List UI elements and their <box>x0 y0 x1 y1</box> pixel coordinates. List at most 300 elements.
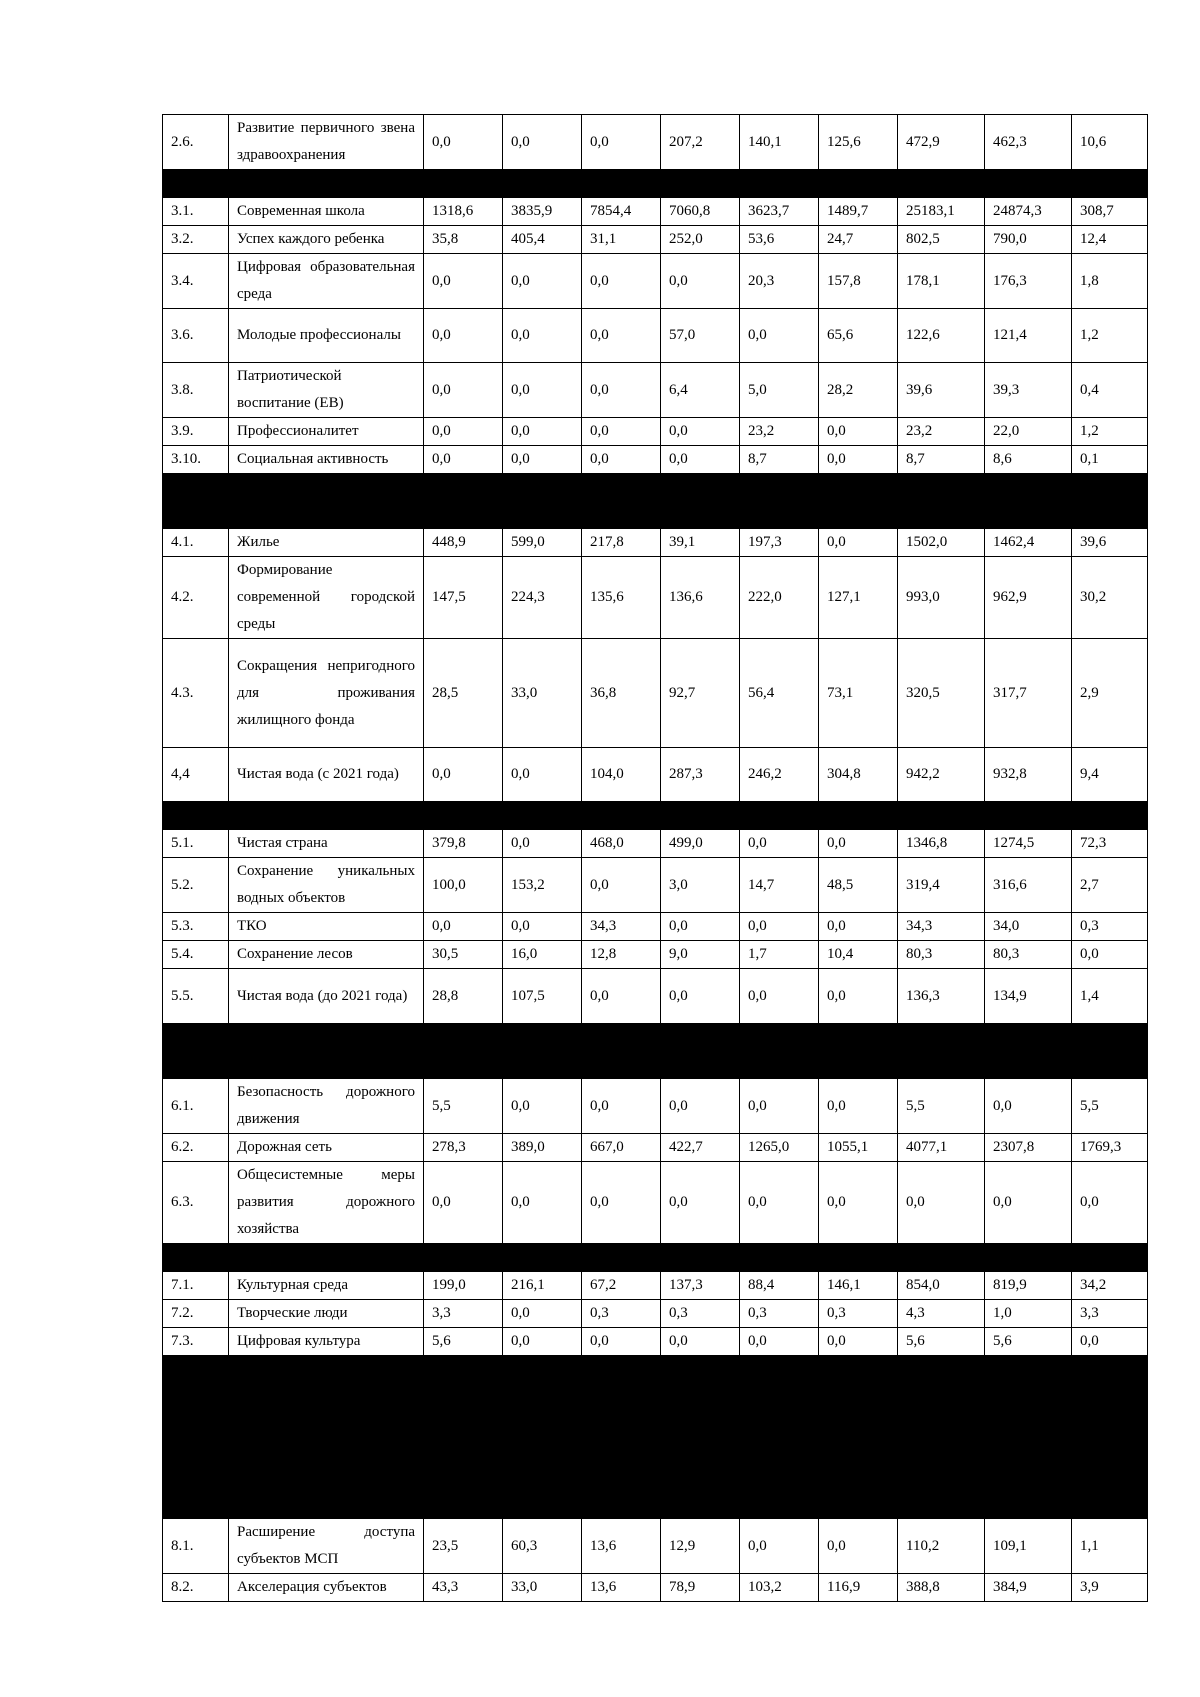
value-cell: 388,8 <box>898 1574 985 1602</box>
value-cell: 0,0 <box>503 309 582 363</box>
value-cell: 0,0 <box>898 1162 985 1244</box>
value-cell: 109,1 <box>985 1519 1072 1574</box>
row-name: Чистая вода (до 2021 года) <box>229 969 424 1024</box>
value-cell: 278,3 <box>424 1134 503 1162</box>
table-row <box>163 557 1148 639</box>
value-cell: 33,0 <box>503 1574 582 1602</box>
value-cell: 30,5 <box>424 941 503 969</box>
value-cell: 317,7 <box>985 639 1072 748</box>
row-name: Творческие люди <box>229 1300 424 1328</box>
row-code: 4.3. <box>163 639 229 748</box>
row-name: Жилье <box>229 529 424 557</box>
value-cell: 379,8 <box>424 830 503 858</box>
value-cell: 217,8 <box>582 529 661 557</box>
section-divider <box>163 802 1148 830</box>
value-cell: 5,5 <box>424 1079 503 1134</box>
value-cell: 462,3 <box>985 115 1072 170</box>
row-code: 3.4. <box>163 254 229 309</box>
value-cell: 962,9 <box>985 557 1072 639</box>
value-cell: 78,9 <box>661 1574 740 1602</box>
value-cell: 422,7 <box>661 1134 740 1162</box>
value-cell: 0,0 <box>819 913 898 941</box>
value-cell: 39,1 <box>661 529 740 557</box>
value-cell: 667,0 <box>582 1134 661 1162</box>
value-cell: 5,5 <box>1072 1079 1148 1134</box>
value-cell: 0,0 <box>582 115 661 170</box>
table-row <box>163 1519 1148 1574</box>
value-cell: 22,0 <box>985 418 1072 446</box>
value-cell: 23,2 <box>740 418 819 446</box>
value-cell: 28,2 <box>819 363 898 418</box>
value-cell: 216,1 <box>503 1272 582 1300</box>
value-cell: 80,3 <box>898 941 985 969</box>
value-cell: 0,0 <box>819 529 898 557</box>
value-cell: 1265,0 <box>740 1134 819 1162</box>
value-cell: 0,0 <box>424 446 503 474</box>
value-cell: 0,3 <box>740 1300 819 1328</box>
row-code: 8.1. <box>163 1519 229 1574</box>
row-code: 5.1. <box>163 830 229 858</box>
value-cell: 0,0 <box>582 1079 661 1134</box>
value-cell: 316,6 <box>985 858 1072 913</box>
value-cell: 1,1 <box>1072 1519 1148 1574</box>
row-name: Безопасность дорожного движения <box>229 1079 424 1134</box>
row-name: Профессионалитет <box>229 418 424 446</box>
value-cell: 10,6 <box>1072 115 1148 170</box>
value-cell: 3835,9 <box>503 198 582 226</box>
table-row <box>163 858 1148 913</box>
value-cell: 53,6 <box>740 226 819 254</box>
row-code: 4.1. <box>163 529 229 557</box>
value-cell: 197,3 <box>740 529 819 557</box>
value-cell: 0,0 <box>503 363 582 418</box>
value-cell: 136,3 <box>898 969 985 1024</box>
row-name: Расширение доступа субъектов МСП <box>229 1519 424 1574</box>
row-code: 4.2. <box>163 557 229 639</box>
value-cell: 0,0 <box>503 913 582 941</box>
value-cell: 0,0 <box>424 115 503 170</box>
value-cell: 0,0 <box>740 1328 819 1356</box>
row-name: Чистая вода (с 2021 года) <box>229 748 424 802</box>
value-cell: 9,4 <box>1072 748 1148 802</box>
redacted-section-header <box>163 474 1148 529</box>
value-cell: 0,0 <box>740 309 819 363</box>
value-cell: 56,4 <box>740 639 819 748</box>
value-cell: 308,7 <box>1072 198 1148 226</box>
value-cell: 3,9 <box>1072 1574 1148 1602</box>
value-cell: 389,0 <box>503 1134 582 1162</box>
value-cell: 287,3 <box>661 748 740 802</box>
value-cell: 103,2 <box>740 1574 819 1602</box>
table-row <box>163 969 1148 1024</box>
row-name: Акселерация субъектов <box>229 1574 424 1602</box>
value-cell: 0,1 <box>1072 446 1148 474</box>
row-code: 3.9. <box>163 418 229 446</box>
value-cell: 33,0 <box>503 639 582 748</box>
row-name: Современная школа <box>229 198 424 226</box>
section-divider <box>163 474 1148 529</box>
value-cell: 0,0 <box>661 1328 740 1356</box>
table-row <box>163 1328 1148 1356</box>
value-cell: 1502,0 <box>898 529 985 557</box>
value-cell: 0,0 <box>503 254 582 309</box>
value-cell: 60,3 <box>503 1519 582 1574</box>
value-cell: 405,4 <box>503 226 582 254</box>
value-cell: 80,3 <box>985 941 1072 969</box>
value-cell: 43,3 <box>424 1574 503 1602</box>
row-code: 5.3. <box>163 913 229 941</box>
value-cell: 320,5 <box>898 639 985 748</box>
value-cell: 319,4 <box>898 858 985 913</box>
value-cell: 16,0 <box>503 941 582 969</box>
value-cell: 802,5 <box>898 226 985 254</box>
value-cell: 0,0 <box>1072 941 1148 969</box>
redacted-section-header <box>163 1356 1148 1519</box>
row-code: 6.2. <box>163 1134 229 1162</box>
value-cell: 39,6 <box>1072 529 1148 557</box>
row-name: Сохранение лесов <box>229 941 424 969</box>
value-cell: 122,6 <box>898 309 985 363</box>
value-cell: 121,4 <box>985 309 1072 363</box>
value-cell: 0,0 <box>661 1079 740 1134</box>
value-cell: 13,6 <box>582 1519 661 1574</box>
value-cell: 92,7 <box>661 639 740 748</box>
value-cell: 0,0 <box>424 254 503 309</box>
value-cell: 153,2 <box>503 858 582 913</box>
value-cell: 0,0 <box>740 830 819 858</box>
table-row <box>163 941 1148 969</box>
table-row <box>163 363 1148 418</box>
value-cell: 448,9 <box>424 529 503 557</box>
value-cell: 7060,8 <box>661 198 740 226</box>
value-cell: 0,0 <box>740 969 819 1024</box>
value-cell: 31,1 <box>582 226 661 254</box>
value-cell: 1,4 <box>1072 969 1148 1024</box>
value-cell: 304,8 <box>819 748 898 802</box>
value-cell: 468,0 <box>582 830 661 858</box>
value-cell: 8,6 <box>985 446 1072 474</box>
table-row <box>163 639 1148 748</box>
value-cell: 499,0 <box>661 830 740 858</box>
redacted-section-header <box>163 1024 1148 1079</box>
value-cell: 36,8 <box>582 639 661 748</box>
value-cell: 12,9 <box>661 1519 740 1574</box>
value-cell: 88,4 <box>740 1272 819 1300</box>
value-cell: 100,0 <box>424 858 503 913</box>
row-code: 5.2. <box>163 858 229 913</box>
value-cell: 3,3 <box>424 1300 503 1328</box>
value-cell: 5,0 <box>740 363 819 418</box>
value-cell: 0,0 <box>503 1300 582 1328</box>
redacted-section-header <box>163 1244 1148 1272</box>
value-cell: 116,9 <box>819 1574 898 1602</box>
value-cell: 34,3 <box>898 913 985 941</box>
value-cell: 34,2 <box>1072 1272 1148 1300</box>
value-cell: 0,0 <box>740 1162 819 1244</box>
value-cell: 0,3 <box>819 1300 898 1328</box>
value-cell: 0,0 <box>503 1079 582 1134</box>
value-cell: 0,0 <box>1072 1328 1148 1356</box>
value-cell: 1055,1 <box>819 1134 898 1162</box>
value-cell: 0,0 <box>740 1079 819 1134</box>
value-cell: 819,9 <box>985 1272 1072 1300</box>
redacted-section-header <box>163 802 1148 830</box>
value-cell: 10,4 <box>819 941 898 969</box>
value-cell: 0,0 <box>740 913 819 941</box>
value-cell: 73,1 <box>819 639 898 748</box>
row-code: 6.1. <box>163 1079 229 1134</box>
table-row <box>163 418 1148 446</box>
value-cell: 0,0 <box>985 1162 1072 1244</box>
value-cell: 6,4 <box>661 363 740 418</box>
budget-table-container <box>162 114 1148 1602</box>
redacted-section-header <box>163 170 1148 198</box>
table-row <box>163 1272 1148 1300</box>
value-cell: 0,0 <box>819 1079 898 1134</box>
row-name: ТКО <box>229 913 424 941</box>
row-code: 4,4 <box>163 748 229 802</box>
value-cell: 0,0 <box>1072 1162 1148 1244</box>
value-cell: 0,0 <box>503 418 582 446</box>
value-cell: 8,7 <box>898 446 985 474</box>
row-name: Формирование современной городской среды <box>229 557 424 639</box>
value-cell: 5,6 <box>898 1328 985 1356</box>
value-cell: 140,1 <box>740 115 819 170</box>
row-name: Дорожная сеть <box>229 1134 424 1162</box>
value-cell: 39,6 <box>898 363 985 418</box>
value-cell: 384,9 <box>985 1574 1072 1602</box>
value-cell: 24874,3 <box>985 198 1072 226</box>
row-name: Молодые профессионалы <box>229 309 424 363</box>
value-cell: 1,2 <box>1072 309 1148 363</box>
value-cell: 0,0 <box>582 418 661 446</box>
value-cell: 30,2 <box>1072 557 1148 639</box>
value-cell: 0,0 <box>661 446 740 474</box>
value-cell: 23,5 <box>424 1519 503 1574</box>
value-cell: 0,0 <box>503 748 582 802</box>
value-cell: 28,8 <box>424 969 503 1024</box>
value-cell: 0,3 <box>1072 913 1148 941</box>
value-cell: 472,9 <box>898 115 985 170</box>
row-code: 8.2. <box>163 1574 229 1602</box>
value-cell: 1,8 <box>1072 254 1148 309</box>
row-code: 3.1. <box>163 198 229 226</box>
value-cell: 176,3 <box>985 254 1072 309</box>
row-name: Сохранение уникальных водных объектов <box>229 858 424 913</box>
value-cell: 23,2 <box>898 418 985 446</box>
row-name: Цифровая культура <box>229 1328 424 1356</box>
value-cell: 0,0 <box>424 913 503 941</box>
value-cell: 0,0 <box>503 1328 582 1356</box>
value-cell: 5,6 <box>985 1328 1072 1356</box>
table-row <box>163 1300 1148 1328</box>
value-cell: 932,8 <box>985 748 1072 802</box>
value-cell: 0,0 <box>582 969 661 1024</box>
value-cell: 0,0 <box>582 363 661 418</box>
value-cell: 1462,4 <box>985 529 1072 557</box>
value-cell: 1318,6 <box>424 198 503 226</box>
value-cell: 14,7 <box>740 858 819 913</box>
value-cell: 993,0 <box>898 557 985 639</box>
section-divider <box>163 1244 1148 1272</box>
value-cell: 0,0 <box>819 1328 898 1356</box>
section-divider <box>163 1024 1148 1079</box>
value-cell: 0,0 <box>424 748 503 802</box>
row-code: 7.2. <box>163 1300 229 1328</box>
value-cell: 4077,1 <box>898 1134 985 1162</box>
value-cell: 0,0 <box>503 1162 582 1244</box>
value-cell: 790,0 <box>985 226 1072 254</box>
value-cell: 13,6 <box>582 1574 661 1602</box>
value-cell: 1346,8 <box>898 830 985 858</box>
row-code: 7.3. <box>163 1328 229 1356</box>
value-cell: 942,2 <box>898 748 985 802</box>
value-cell: 39,3 <box>985 363 1072 418</box>
value-cell: 3623,7 <box>740 198 819 226</box>
value-cell: 0,0 <box>819 969 898 1024</box>
table-row <box>163 198 1148 226</box>
value-cell: 178,1 <box>898 254 985 309</box>
value-cell: 0,3 <box>661 1300 740 1328</box>
value-cell: 224,3 <box>503 557 582 639</box>
value-cell: 20,3 <box>740 254 819 309</box>
value-cell: 25183,1 <box>898 198 985 226</box>
row-code: 3.2. <box>163 226 229 254</box>
value-cell: 34,3 <box>582 913 661 941</box>
table-row <box>163 309 1148 363</box>
value-cell: 246,2 <box>740 748 819 802</box>
table-row <box>163 446 1148 474</box>
value-cell: 0,0 <box>661 913 740 941</box>
value-cell: 0,0 <box>503 446 582 474</box>
value-cell: 0,0 <box>661 1162 740 1244</box>
value-cell: 107,5 <box>503 969 582 1024</box>
table-row <box>163 115 1148 170</box>
value-cell: 147,5 <box>424 557 503 639</box>
value-cell: 3,0 <box>661 858 740 913</box>
value-cell: 72,3 <box>1072 830 1148 858</box>
table-row <box>163 529 1148 557</box>
value-cell: 12,4 <box>1072 226 1148 254</box>
value-cell: 35,8 <box>424 226 503 254</box>
value-cell: 0,0 <box>819 1162 898 1244</box>
row-name: Патриотической воспитание (ЕВ) <box>229 363 424 418</box>
value-cell: 1489,7 <box>819 198 898 226</box>
value-cell: 125,6 <box>819 115 898 170</box>
value-cell: 0,0 <box>503 830 582 858</box>
value-cell: 1,0 <box>985 1300 1072 1328</box>
row-name: Чистая страна <box>229 830 424 858</box>
row-name: Сокращения непригодного для проживания жилищного фонда <box>229 639 424 748</box>
value-cell: 34,0 <box>985 913 1072 941</box>
value-cell: 0,0 <box>503 115 582 170</box>
row-code: 5.4. <box>163 941 229 969</box>
value-cell: 0,0 <box>582 309 661 363</box>
value-cell: 222,0 <box>740 557 819 639</box>
value-cell: 0,0 <box>819 446 898 474</box>
value-cell: 252,0 <box>661 226 740 254</box>
table-row <box>163 1079 1148 1134</box>
table-row <box>163 830 1148 858</box>
value-cell: 5,5 <box>898 1079 985 1134</box>
table-row <box>163 254 1148 309</box>
value-cell: 28,5 <box>424 639 503 748</box>
value-cell: 67,2 <box>582 1272 661 1300</box>
value-cell: 207,2 <box>661 115 740 170</box>
table-row <box>163 1134 1148 1162</box>
value-cell: 0,0 <box>424 418 503 446</box>
value-cell: 48,5 <box>819 858 898 913</box>
value-cell: 4,3 <box>898 1300 985 1328</box>
table-body <box>163 115 1148 1602</box>
value-cell: 2,9 <box>1072 639 1148 748</box>
value-cell: 0,0 <box>819 1519 898 1574</box>
value-cell: 1274,5 <box>985 830 1072 858</box>
value-cell: 157,8 <box>819 254 898 309</box>
value-cell: 0,0 <box>424 1162 503 1244</box>
value-cell: 57,0 <box>661 309 740 363</box>
value-cell: 7854,4 <box>582 198 661 226</box>
value-cell: 0,0 <box>582 1328 661 1356</box>
budget-table <box>162 114 1148 1602</box>
value-cell: 12,8 <box>582 941 661 969</box>
value-cell: 24,7 <box>819 226 898 254</box>
row-name: Общесистемные меры развития дорожного хозяйства <box>229 1162 424 1244</box>
value-cell: 1769,3 <box>1072 1134 1148 1162</box>
value-cell: 5,6 <box>424 1328 503 1356</box>
row-code: 3.6. <box>163 309 229 363</box>
value-cell: 1,2 <box>1072 418 1148 446</box>
value-cell: 0,0 <box>740 1519 819 1574</box>
value-cell: 0,0 <box>582 446 661 474</box>
value-cell: 0,0 <box>424 309 503 363</box>
value-cell: 0,3 <box>582 1300 661 1328</box>
row-code: 6.3. <box>163 1162 229 1244</box>
value-cell: 134,9 <box>985 969 1072 1024</box>
table-row <box>163 1162 1148 1244</box>
value-cell: 136,6 <box>661 557 740 639</box>
value-cell: 8,7 <box>740 446 819 474</box>
row-code: 5.5. <box>163 969 229 1024</box>
row-code: 3.10. <box>163 446 229 474</box>
value-cell: 2,7 <box>1072 858 1148 913</box>
section-divider <box>163 170 1148 198</box>
value-cell: 0,0 <box>661 418 740 446</box>
table-row <box>163 1574 1148 1602</box>
section-divider <box>163 1356 1148 1519</box>
row-code: 7.1. <box>163 1272 229 1300</box>
value-cell: 3,3 <box>1072 1300 1148 1328</box>
value-cell: 599,0 <box>503 529 582 557</box>
row-name: Успех каждого ребенка <box>229 226 424 254</box>
value-cell: 0,0 <box>424 363 503 418</box>
table-row <box>163 226 1148 254</box>
table-row <box>163 748 1148 802</box>
value-cell: 0,0 <box>661 254 740 309</box>
value-cell: 0,0 <box>582 1162 661 1244</box>
value-cell: 854,0 <box>898 1272 985 1300</box>
value-cell: 146,1 <box>819 1272 898 1300</box>
row-code: 2.6. <box>163 115 229 170</box>
row-code: 3.8. <box>163 363 229 418</box>
value-cell: 104,0 <box>582 748 661 802</box>
value-cell: 110,2 <box>898 1519 985 1574</box>
value-cell: 2307,8 <box>985 1134 1072 1162</box>
row-name: Социальная активность <box>229 446 424 474</box>
value-cell: 0,0 <box>819 418 898 446</box>
value-cell: 137,3 <box>661 1272 740 1300</box>
row-name: Цифровая образовательная среда <box>229 254 424 309</box>
